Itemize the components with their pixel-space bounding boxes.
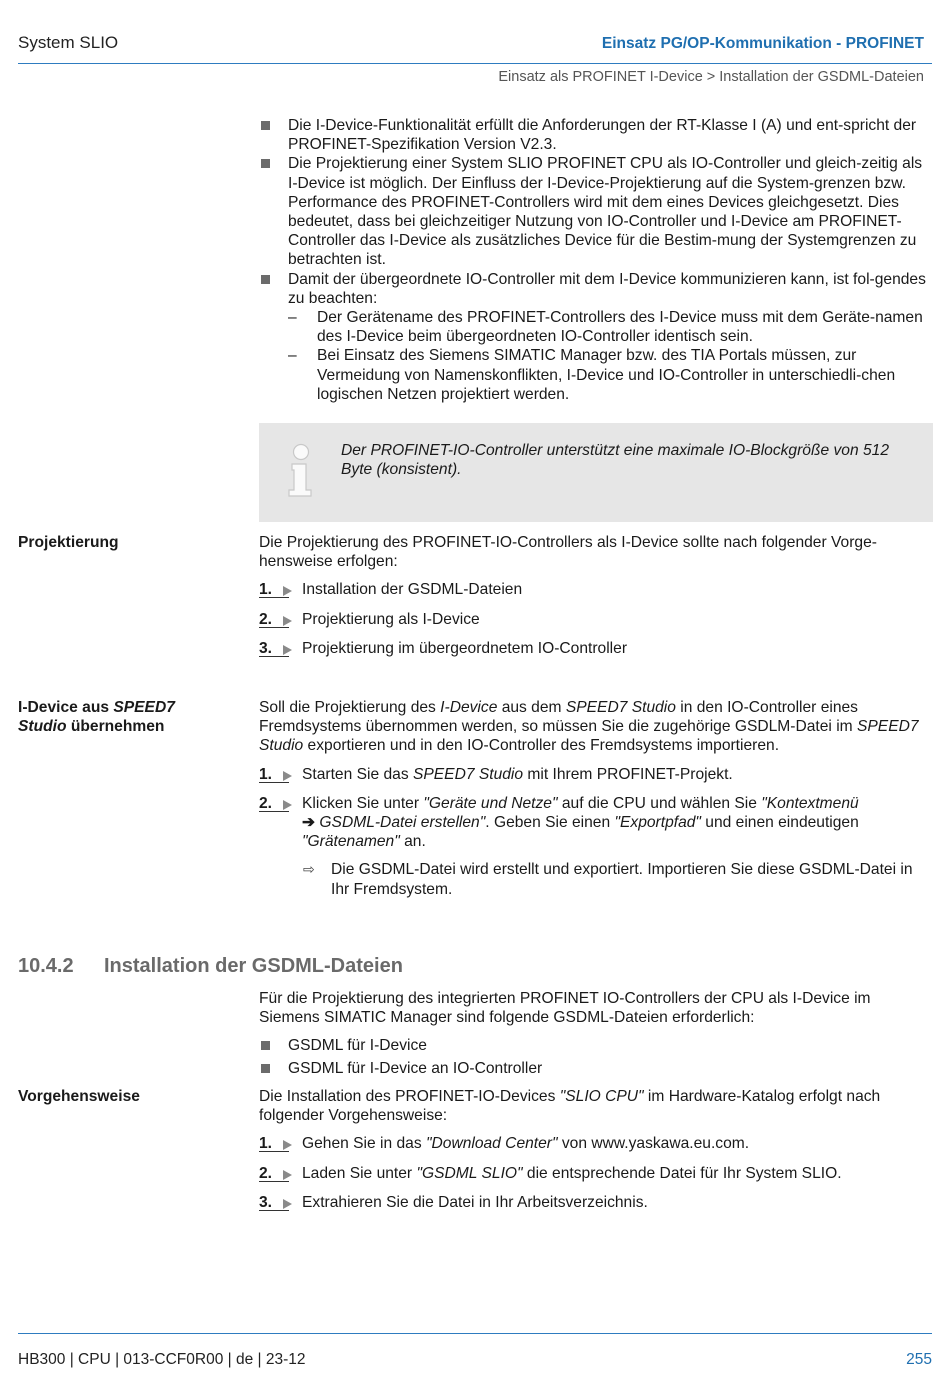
step-item xyxy=(259,794,933,852)
dash-item: – Bei Einsatz des Siemens SIMATIC Manager bzw. des TIA Portals müssen, zur Vermeidung von Namenskonflikten, I-Device und IO-Controller in unterschiedli-chen logischen Netzen projektiert werden. xyxy=(259,346,933,404)
side-label-speed7: I-Device aus SPEED7 Studio übernehmen xyxy=(18,699,175,736)
step-arrow-icon xyxy=(283,645,292,655)
bullet-item: Die I-Device-Funktionalität erfüllt die Anforderungen der RT-Klasse I (A) und ent-spricht der PROFINET-Spezifikation Version V2.3. xyxy=(259,116,933,154)
step-arrow-icon xyxy=(283,800,292,810)
step-item xyxy=(259,639,933,658)
section-heading xyxy=(18,955,403,978)
step-item xyxy=(259,765,933,784)
step-text: Extrahieren Sie die Datei in Ihr Arbeitsverzeichnis. xyxy=(302,1193,648,1211)
page-number: 255 xyxy=(906,1351,932,1368)
step-number: 2. xyxy=(259,1164,273,1182)
side-label-vorgehensweise: Vorgehensweise xyxy=(18,1088,140,1105)
step-text: Projektierung im übergeordnetem IO-Controller xyxy=(302,639,628,657)
info-icon xyxy=(281,443,321,501)
step-number: 2. xyxy=(259,610,273,628)
bullet-item: GSDML für I-Device an IO-Controller xyxy=(259,1059,933,1078)
note-box xyxy=(259,423,933,522)
step-text: Projektierung als I-Device xyxy=(302,610,480,628)
step-text: Installation der GSDML-Dateien xyxy=(302,581,523,599)
bullet-item: Die Projektierung einer System SLIO PROFINET CPU als IO-Controller und gleich-zeitig als I-Device ist möglich. Der Einfluss der I-Device-Projektierung auf die System-grenzen bzw. Performance des PROFINET-Controllers wird mit dem eines Devices gleichgesetzt. Dies bedeutet, dass bei gleichzeitiger Nutzung von IO-Controller und I-Device am PROFINET-Controller das I-Device als zusätzliches Device für die Bestim-mung der Systemgrenzen zu betrachten ist. xyxy=(259,154,933,269)
dash-item: – Der Gerätename des PROFINET-Controllers des I-Device muss mit dem Geräte-namen des I-Device beim übergeordneten IO-Controller identisch sein. xyxy=(259,308,933,346)
projektierung-block xyxy=(259,533,933,658)
step-number: 3. xyxy=(259,1193,273,1211)
step-item xyxy=(259,1134,933,1153)
step-item xyxy=(259,1164,933,1183)
step-number: 1. xyxy=(259,1135,273,1153)
header-chapter: Einsatz PG/OP-Kommunikation - PROFINET xyxy=(601,35,924,52)
breadcrumb: Einsatz als PROFINET I-Device > Installation der GSDML-Dateien xyxy=(498,69,924,85)
step-arrow-icon xyxy=(283,771,292,781)
vorgehen-block xyxy=(259,1087,933,1212)
section-intro-block xyxy=(259,989,933,1078)
step-text: Klicken Sie unter "Geräte und Netze" auf die CPU und wählen Sie "Kontextmenü ➔ GSDML-Datei erstellen". Geben Sie einen "Exportpfad" und einen eindeutigen "Grätenamen" an. xyxy=(302,794,859,851)
header-product: System SLIO xyxy=(18,33,119,52)
section-title: Installation der GSDML-Dateien xyxy=(104,955,403,977)
result-text: Die GSDML-Datei wird erstellt und exportiert. Importieren Sie diese GSDML-Datei in Ihr Fremdsystem. xyxy=(331,861,913,898)
step-number: 2. xyxy=(259,794,273,812)
step-item xyxy=(259,580,933,599)
step-arrow-icon xyxy=(283,586,292,596)
step-text: Starten Sie das SPEED7 Studio mit Ihrem PROFINET-Projekt. xyxy=(302,765,733,783)
step-number: 3. xyxy=(259,639,273,657)
step-arrow-icon xyxy=(283,1199,292,1209)
step-arrow-icon xyxy=(283,616,292,626)
result-item xyxy=(259,860,933,898)
step-item xyxy=(259,610,933,629)
result-arrow-icon: ⇨ xyxy=(303,861,315,878)
section-number: 10.4.2 xyxy=(18,955,74,977)
menu-arrow-icon: ➔ xyxy=(302,814,316,832)
speed7-text: Soll die Projektierung des I-Device aus dem SPEED7 Studio in den IO-Controller eines Fremdsystems übernommen werden, so müssen Sie die zugehörige GSDLM-Datei im SPEED7 Studio exportieren und in den IO-Controller des Fremdsystems importieren. xyxy=(259,699,919,755)
section-intro: Für die Projektierung des integrierten PROFINET IO-Controllers der CPU als I-Device im Siemens SIMATIC Manager sind folgende GSDML-Dateien erforderlich: xyxy=(259,990,871,1027)
note-text: Der PROFINET-IO-Controller unterstützt eine maximale IO-Blockgröße von 512 Byte (konsistent). xyxy=(341,442,889,479)
projektierung-text: Die Projektierung des PROFINET-IO-Controllers als I-Device sollte nach folgender Vorge-hensweise erfolgen: xyxy=(259,534,877,571)
step-number: 1. xyxy=(259,581,273,599)
speed7-block xyxy=(259,698,933,899)
step-text: Laden Sie unter "GSDML SLIO" die entsprechende Datei für Ihr System SLIO. xyxy=(302,1164,842,1182)
step-arrow-icon xyxy=(283,1140,292,1150)
step-item xyxy=(259,1193,933,1212)
footer-doc-id: HB300 | CPU | 013-CCF0R00 | de | 23-12 xyxy=(18,1351,306,1368)
footer-divider xyxy=(18,1333,932,1334)
side-label-projektierung: Projektierung xyxy=(18,534,119,551)
step-arrow-icon xyxy=(283,1170,292,1180)
bullet-item: GSDML für I-Device xyxy=(259,1036,933,1055)
header-divider xyxy=(18,63,932,64)
step-number: 1. xyxy=(259,765,273,783)
step-text: Gehen Sie in das "Download Center" von www.yaskawa.eu.com. xyxy=(302,1135,750,1153)
bullet-item: Damit der übergeordnete IO-Controller mit dem I-Device kommunizieren kann, ist fol-gendes zu beachten: xyxy=(259,270,933,308)
intro-bullet-list xyxy=(259,116,933,404)
vorgehen-text: Die Installation des PROFINET-IO-Devices "SLIO CPU" im Hardware-Katalog erfolgt nach folgender Vorgehensweise: xyxy=(259,1088,881,1125)
